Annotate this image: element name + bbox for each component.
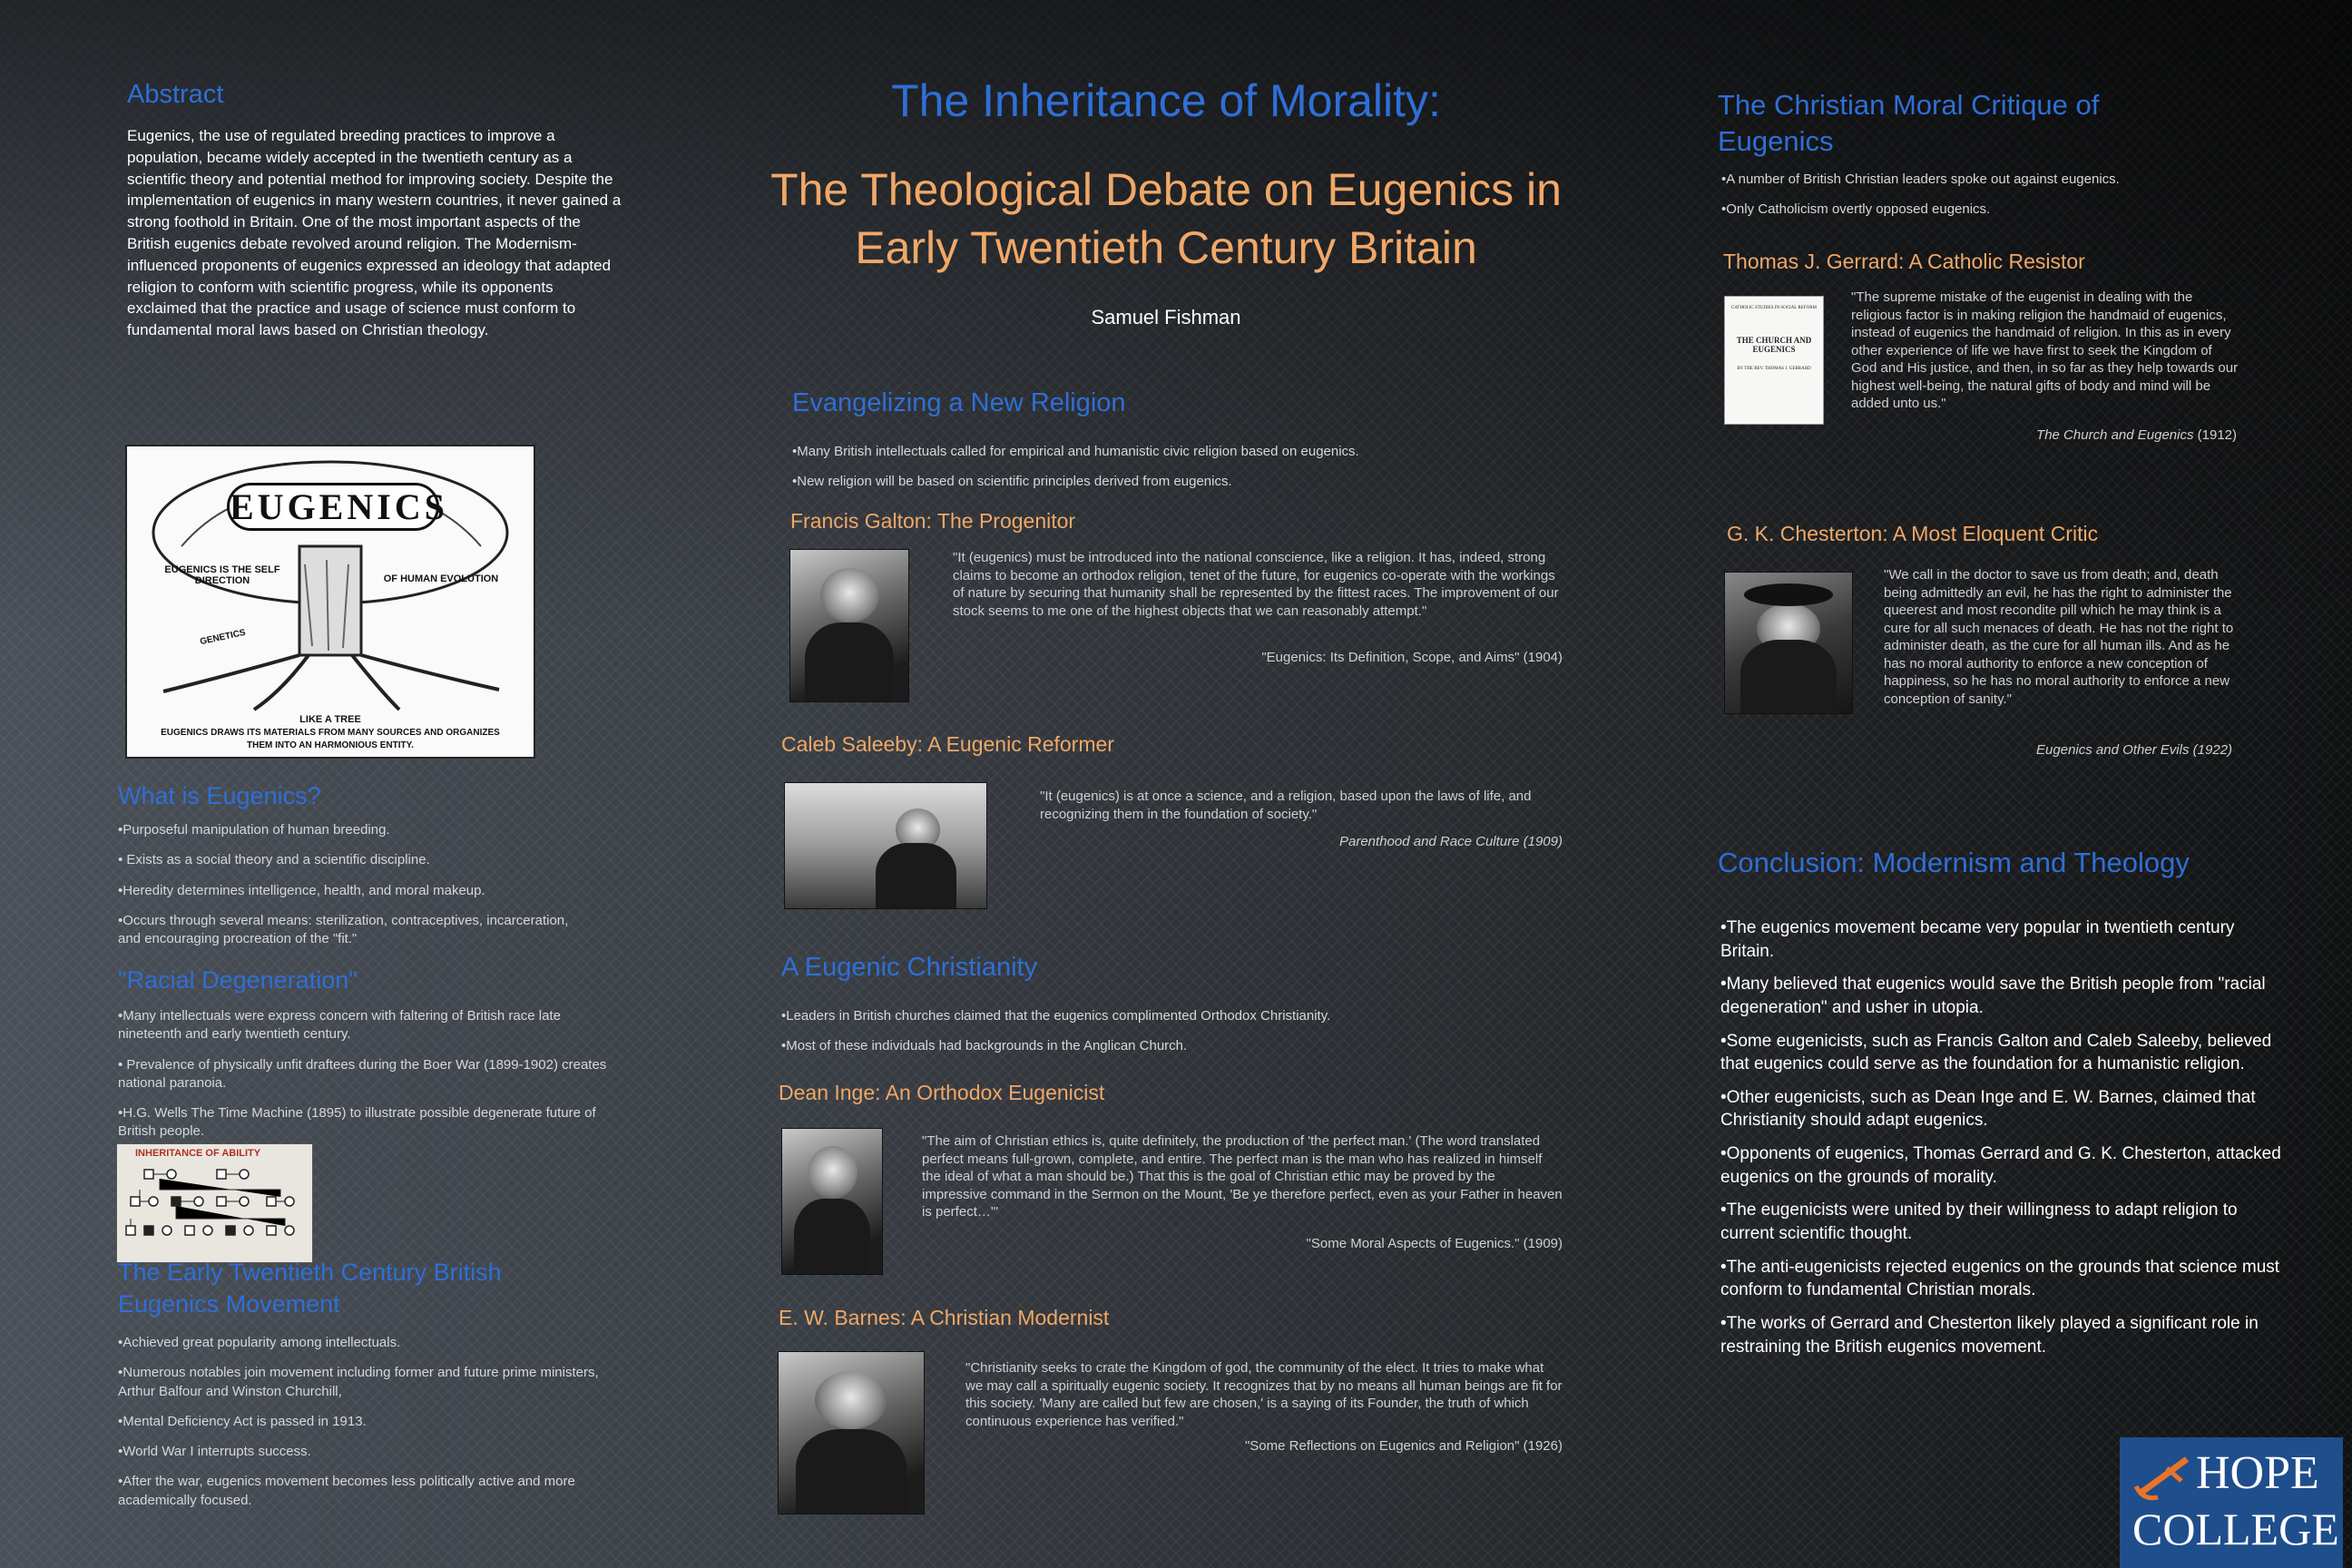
list-item: •Heredity determines intelligence, health, and moral makeup. [118, 882, 485, 898]
list-item: •Opponents of eugenics, Thomas Gerrard and G. K. Chesterton, attacked eugenics on the grounds of morality. [1720, 1144, 2281, 1187]
conclusion-heading: Conclusion: Modernism and Theology [1718, 847, 2190, 878]
christianity-list [781, 1007, 1562, 1056]
chesterton-portrait [1724, 572, 1853, 714]
chesterton-quote: "We call in the doctor to save us from death; and, death being admittedly an evil, he has the right to administer the queerest and most recondite pill which he may think is a cure for all such menaces of death. He has not the right to administer death, as the cure for all human ills. And as he has no moral authority to enforce a new conception of happiness, so he has no moral authority to enforce a new conception of sanity." [1884, 567, 2234, 707]
racial-heading: "Racial Degeneration" [118, 966, 358, 994]
christianity-heading: A Eugenic Christianity [781, 953, 1038, 982]
inheritance-chart-image [116, 1143, 313, 1263]
critique-heading: The Christian Moral Critique of Eugenics [1718, 89, 2100, 158]
eugenics-banner: EUGENICS [227, 483, 439, 531]
what-is-list [118, 821, 590, 948]
inge-heading: Dean Inge: An Orthodox Eugenicist [779, 1081, 1105, 1104]
movement-list [118, 1334, 608, 1510]
poster-subtitle-line1: The Theological Debate on Eugenics in [770, 164, 1562, 215]
barnes-portrait [778, 1351, 925, 1514]
movement-heading: The Early Twentieth Century British Eugenics Movement [118, 1259, 502, 1318]
list-item: •Many believed that eugenics would save the British people from "racial degeneration" and usher in utopia. [1720, 975, 2266, 1017]
barnes-heading: E. W. Barnes: A Christian Modernist [779, 1306, 1110, 1329]
chesterton-citation: Eugenics and Other Evils (1922) [2036, 742, 2232, 758]
evangelizing-list [792, 443, 1573, 492]
saleeby-heading: Caleb Saleeby: A Eugenic Reformer [781, 732, 1114, 756]
logo-line-2: COLLEGE [2132, 1504, 2339, 1554]
eugenics-root-label: GENETICS [199, 627, 247, 648]
inge-portrait [781, 1128, 883, 1275]
inge-quote: "The aim of Christian ethics is, quite definitely, the production of 'the perfect man.' (The word translated perfect means full-grown, complete, and entire. The perfect man is the man who has realized in himself the ideal of what a man should be.) That this is the goal of Christian ethic may be proved by the impressive command in the Sermon on the Mount, 'Be ye therefore perfect, even as your Father in heaven is perfect…'" [922, 1133, 1563, 1220]
evangelizing-heading: Evangelizing a New Religion [792, 388, 1126, 417]
conclusion-list [1720, 916, 2283, 1358]
galton-portrait [789, 549, 909, 702]
chesterton-heading: G. K. Chesterton: A Most Eloquent Critic [1727, 522, 2099, 545]
gerrard-quote: "The supreme mistake of the eugenist in dealing with the religious factor is in making religion the handmaid of eugenics, instead of eugenics the handmaid of religion. In this as in every other experience of life we have first to seek the Kingdom of God and His justice, and then, in so far as they help towards our highest well-being, the natural gifts of body and mind will be added unto us." [1851, 289, 2239, 411]
list-item: •Most of these individuals had backgrounds in the Anglican Church. [781, 1038, 1188, 1054]
eugenics-caption-1: LIKE A TREE [299, 714, 361, 725]
list-item: •Purposeful manipulation of human breeding. [118, 822, 390, 838]
list-item: • Prevalence of physically unfit draftees during the Boer War (1899-1902) creates national paranoia. [118, 1056, 607, 1091]
list-item: •Other eugenicists, such as Dean Inge and E. W. Barnes, claimed that Christianity should adapt eugenics. [1720, 1087, 2256, 1131]
saleeby-portrait [784, 782, 987, 909]
eugenics-tree-image [125, 445, 535, 759]
poster-subtitle-line2: Early Twentieth Century Britain [855, 222, 1477, 273]
barnes-quote: "Christianity seeks to crate the Kingdom of god, the community of the elect. It tries to make what we may call a spiritually eugenic society. It recognizes that by no means all human beings are fit for this society. 'Many are called but few are chosen,' is a saying of its Founder, the truth of which continuous experience has verified." [965, 1360, 1563, 1429]
list-item: •A number of British Christian leaders spoke out against eugenics. [1721, 172, 2120, 187]
saleeby-citation: Parenthood and Race Culture (1909) [1339, 834, 1563, 849]
list-item: •Many intellectuals were express concern with faltering of British race late nineteenth and early twentieth century. [118, 1008, 561, 1043]
gerrard-book-cover [1724, 296, 1824, 425]
galton-citation: "Eugenics: Its Definition, Scope, and Aims" (1904) [1261, 650, 1563, 665]
critique-list [1721, 171, 2284, 220]
list-item: •New religion will be based on scientific principles derived from eugenics. [792, 474, 1232, 490]
galton-heading: Francis Galton: The Progenitor [790, 509, 1076, 533]
what-is-heading: What is Eugenics? [118, 782, 321, 809]
author: Samuel Fishman [1091, 306, 1241, 328]
list-item: •Only Catholicism overtly opposed eugenics. [1721, 201, 1991, 218]
galton-quote: "It (eugenics) must be introduced into the national conscience, like a religion. It has, indeed, strong claims to become an orthodox religion, tenet of the future, for eugenics co-operate with the workings of nature by securing that humanity shall be represented by the fittest races. The improvement of our stock seems to me one of the highest objects that we can reasonably attempt." [953, 550, 1559, 619]
list-item: •After the war, eugenics movement becomes less politically active and more academically focused. [118, 1474, 575, 1508]
anchor-icon [2131, 1450, 2194, 1504]
inge-citation: "Some Moral Aspects of Eugenics." (1909) [1306, 1236, 1563, 1251]
list-item: •H.G. Wells The Time Machine (1895) to illustrate possible degenerate future of British people. [118, 1105, 596, 1140]
eugenics-right-label: OF HUMAN EVOLUTION [383, 573, 499, 584]
barnes-citation: "Some Reflections on Eugenics and Religion" (1926) [1244, 1438, 1563, 1454]
poster-title: The Inheritance of Morality: [891, 75, 1441, 126]
list-item: •Numerous notables join movement including former and future prime ministers, Arthur Balfour and Winston Churchill, [118, 1365, 599, 1399]
cover-author: BY THE REV. THOMAS J. GERRARD [1737, 367, 1811, 371]
list-item: •The anti-eugenicists rejected eugenics on the grounds that science must conform to fundamental Christian morals. [1720, 1257, 2280, 1300]
gerrard-cite-year: (1912) [2193, 427, 2237, 443]
list-item: •The eugenics movement became very popular in twentieth century Britain. [1720, 918, 2235, 961]
racial-list [118, 1007, 608, 1142]
list-item: •Achieved great popularity among intellectuals. [118, 1335, 401, 1350]
list-item: •Leaders in British churches claimed that the eugenics complimented Orthodox Christianity. [781, 1008, 1331, 1024]
hope-college-logo [2120, 1437, 2343, 1568]
list-item: •The eugenicists were united by their willingness to adapt religion to current scientific thought. [1720, 1200, 2238, 1244]
abstract-text: Eugenics, the use of regulated breeding practices to improve a population, became widely accepted in the twentieth century as a scientific theory and potential method for improving society. Despite the implementation of eugenics in many western countries, it never gained a strong foothold in Britain. One of the most important aspects of the British eugenics debate revolved around religion. The Modernism-influenced proponents of eugenics expressed an ideology that adapted religion to conform with scientific progress, while its opponents exclaimed that the practice and usage of science must conform to fundamental moral laws based on Christian theology. [127, 127, 622, 339]
cover-title: THE CHURCH AND EUGENICS [1736, 336, 1812, 354]
list-item: •Many British intellectuals called for empirical and humanistic civic religion based on eugenics. [792, 444, 1359, 459]
list-item: •Some eugenicists, such as Francis Galton and Caleb Saleeby, believed that eugenics could serve as the foundation for a humanistic religion. [1720, 1031, 2272, 1074]
eugenics-left-label: EUGENICS IS THE SELF DIRECTION [164, 564, 280, 586]
list-item: •Mental Deficiency Act is passed in 1913. [118, 1413, 367, 1429]
gerrard-heading: Thomas J. Gerrard: A Catholic Resistor [1723, 250, 2085, 273]
eugenics-caption-2: EUGENICS DRAWS ITS MATERIALS FROM MANY SOURCES AND ORGANIZES [161, 728, 500, 738]
eugenics-caption-3: THEM INTO AN HARMONIOUS ENTITY. [247, 740, 414, 750]
gerrard-cite-title: The Church and Eugenics [2036, 427, 2194, 443]
list-item: •Occurs through several means: sterilization, contraceptives, incarceration, and encouraging procreation of the "fit." [118, 912, 569, 946]
abstract-heading: Abstract [127, 80, 224, 109]
gerrard-citation [1906, 427, 2237, 443]
logo-line-1: HOPE [2196, 1447, 2319, 1499]
saleeby-quote: "It (eugenics) is at once a science, and a religion, based upon the laws of life, and recognizing them in the foundation of society." [1040, 789, 1532, 822]
cover-series: CATHOLIC STUDIES IN SOCIAL REFORM [1731, 306, 1817, 310]
list-item: •World War I interrupts success. [118, 1444, 311, 1459]
inheritance-label: INHERITANCE OF ABILITY [135, 1148, 261, 1159]
list-item: •The works of Gerrard and Chesterton likely played a significant role in restraining the British eugenics movement. [1720, 1313, 2259, 1357]
list-item: • Exists as a social theory and a scientific discipline. [118, 852, 430, 868]
